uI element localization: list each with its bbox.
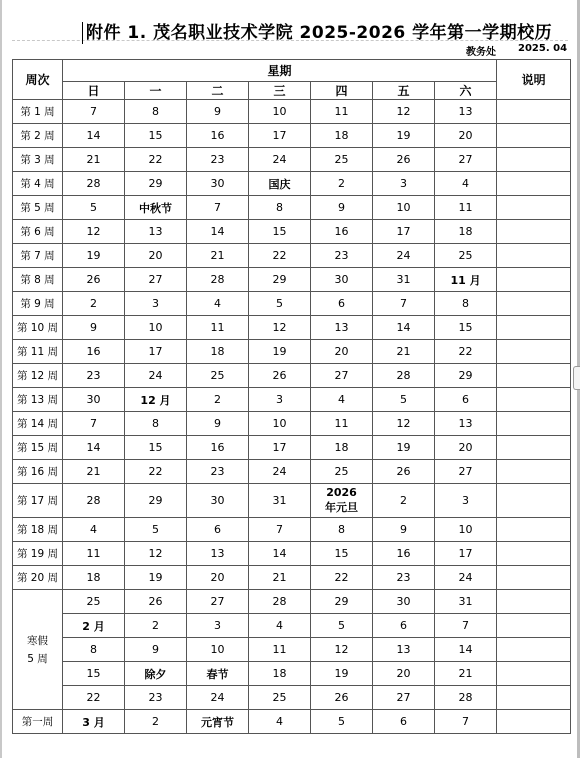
title-area xyxy=(0,8,580,43)
date-cell: 11 xyxy=(63,542,125,566)
date-cell: 31 xyxy=(249,484,311,518)
week-row xyxy=(13,292,571,316)
date-cell: 4 xyxy=(435,172,497,196)
date-cell: 5 xyxy=(373,388,435,412)
date-cell: 14 xyxy=(63,124,125,148)
date-cell: 29 xyxy=(125,484,187,518)
week-row xyxy=(13,364,571,388)
week-row xyxy=(13,340,571,364)
note-cell xyxy=(497,100,571,124)
date-cell: 26 xyxy=(311,686,373,710)
date-cell: 16 xyxy=(311,220,373,244)
date-cell: 24 xyxy=(125,364,187,388)
week-row xyxy=(13,100,571,124)
date-cell: 19 xyxy=(249,340,311,364)
day-header: 一 xyxy=(125,82,187,100)
date-cell: 除夕 xyxy=(125,662,187,686)
day-header: 六 xyxy=(435,82,497,100)
date-cell: 6 xyxy=(373,710,435,734)
calendar-body xyxy=(13,100,571,734)
date-cell: 19 xyxy=(125,566,187,590)
date-cell: 10 xyxy=(125,316,187,340)
date-cell: 22 xyxy=(249,244,311,268)
note-cell xyxy=(497,196,571,220)
day-header-row xyxy=(13,82,571,100)
weekday-group-header: 星期 xyxy=(63,60,497,82)
issuing-department: 教务处 xyxy=(466,47,496,58)
date-cell: 30 xyxy=(63,388,125,412)
day-header: 日 xyxy=(63,82,125,100)
week-label: 第 4 周 xyxy=(13,172,63,196)
date-cell: 8 xyxy=(249,196,311,220)
note-cell xyxy=(497,566,571,590)
date-cell: 28 xyxy=(63,484,125,518)
date-cell: 11 xyxy=(249,638,311,662)
date-cell: 31 xyxy=(373,268,435,292)
date-cell: 29 xyxy=(249,268,311,292)
date-cell: 10 xyxy=(373,196,435,220)
date-cell: 4 xyxy=(249,710,311,734)
date-cell: 25 xyxy=(187,364,249,388)
date-cell: 13 xyxy=(125,220,187,244)
date-cell: 21 xyxy=(187,244,249,268)
date-cell: 27 xyxy=(435,148,497,172)
date-cell: 5 xyxy=(249,292,311,316)
date-cell: 14 xyxy=(63,436,125,460)
note-cell xyxy=(497,364,571,388)
winter-break-row xyxy=(13,662,571,686)
week-label: 第一周 xyxy=(13,710,63,734)
date-cell: 6 xyxy=(311,292,373,316)
date-cell: 16 xyxy=(187,436,249,460)
date-cell: 6 xyxy=(187,518,249,542)
date-cell: 21 xyxy=(63,148,125,172)
date-cell: 7 xyxy=(373,292,435,316)
text-cursor xyxy=(82,22,83,44)
date-cell: 27 xyxy=(125,268,187,292)
week-row xyxy=(13,412,571,436)
winter-break-row xyxy=(13,590,571,614)
date-cell: 中秋节 xyxy=(125,196,187,220)
date-cell: 20 xyxy=(435,124,497,148)
date-cell: 29 xyxy=(125,172,187,196)
date-cell: 7 xyxy=(435,614,497,638)
date-cell: 22 xyxy=(125,148,187,172)
date-cell: 14 xyxy=(373,316,435,340)
date-cell: 国庆 xyxy=(249,172,311,196)
date-cell: 8 xyxy=(125,100,187,124)
note-cell xyxy=(497,124,571,148)
date-cell: 9 xyxy=(373,518,435,542)
date-cell: 23 xyxy=(311,244,373,268)
date-cell: 18 xyxy=(311,436,373,460)
date-cell: 3 xyxy=(373,172,435,196)
date-cell: 14 xyxy=(187,220,249,244)
date-cell: 4 xyxy=(311,388,373,412)
date-cell: 13 xyxy=(311,316,373,340)
date-cell: 3 xyxy=(435,484,497,518)
issue-date: 2025. 04 xyxy=(518,43,568,54)
date-cell: 28 xyxy=(187,268,249,292)
date-cell: 9 xyxy=(187,412,249,436)
date-cell: 25 xyxy=(249,686,311,710)
date-cell: 25 xyxy=(311,460,373,484)
week-row xyxy=(13,484,571,518)
date-cell: 3 xyxy=(249,388,311,412)
date-cell: 8 xyxy=(125,412,187,436)
date-cell: 元宵节 xyxy=(187,710,249,734)
date-cell: 12 xyxy=(311,638,373,662)
date-cell: 25 xyxy=(311,148,373,172)
date-cell: 12 xyxy=(249,316,311,340)
note-cell xyxy=(497,614,571,638)
date-cell: 2026 年元旦 xyxy=(311,484,373,518)
note-cell xyxy=(497,316,571,340)
date-cell: 26 xyxy=(249,364,311,388)
date-cell: 20 xyxy=(187,566,249,590)
date-cell: 19 xyxy=(63,244,125,268)
note-cell xyxy=(497,484,571,518)
week-label: 第 18 周 xyxy=(13,518,63,542)
week-label: 第 8 周 xyxy=(13,268,63,292)
date-cell: 18 xyxy=(311,124,373,148)
week-label: 第 15 周 xyxy=(13,436,63,460)
date-cell: 2 xyxy=(373,484,435,518)
date-cell: 20 xyxy=(373,662,435,686)
date-cell: 17 xyxy=(435,542,497,566)
date-cell: 8 xyxy=(311,518,373,542)
date-cell: 15 xyxy=(125,124,187,148)
date-cell: 4 xyxy=(63,518,125,542)
note-cell xyxy=(497,340,571,364)
page-edge-left xyxy=(0,0,2,758)
winter-break-label: 寒假 5 周 xyxy=(13,590,63,710)
date-cell: 7 xyxy=(63,412,125,436)
week-row xyxy=(13,268,571,292)
date-cell: 16 xyxy=(187,124,249,148)
winter-break-row xyxy=(13,614,571,638)
note-cell xyxy=(497,220,571,244)
week-label: 第 6 周 xyxy=(13,220,63,244)
week-label: 第 3 周 xyxy=(13,148,63,172)
date-cell: 17 xyxy=(249,124,311,148)
date-cell: 20 xyxy=(311,340,373,364)
week-label: 第 19 周 xyxy=(13,542,63,566)
note-cell xyxy=(497,388,571,412)
date-cell: 19 xyxy=(311,662,373,686)
note-cell xyxy=(497,638,571,662)
date-cell: 18 xyxy=(249,662,311,686)
date-cell: 26 xyxy=(373,148,435,172)
date-cell: 5 xyxy=(311,614,373,638)
week-column-header: 周次 xyxy=(13,60,63,100)
date-cell: 12 月 xyxy=(125,388,187,412)
date-cell: 18 xyxy=(435,220,497,244)
week-label: 第 14 周 xyxy=(13,412,63,436)
date-cell: 26 xyxy=(63,268,125,292)
date-cell: 27 xyxy=(373,686,435,710)
date-cell: 19 xyxy=(373,124,435,148)
week-label: 第 5 周 xyxy=(13,196,63,220)
date-cell: 3 xyxy=(125,292,187,316)
date-cell: 27 xyxy=(311,364,373,388)
date-cell: 8 xyxy=(63,638,125,662)
week-row xyxy=(13,148,571,172)
date-cell: 27 xyxy=(187,590,249,614)
date-cell: 5 xyxy=(311,710,373,734)
date-cell: 2 xyxy=(125,614,187,638)
date-cell: 15 xyxy=(311,542,373,566)
winter-break-row xyxy=(13,686,571,710)
date-cell: 12 xyxy=(373,100,435,124)
week-label: 第 16 周 xyxy=(13,460,63,484)
note-cell xyxy=(497,292,571,316)
week-row xyxy=(13,196,571,220)
date-cell: 3 月 xyxy=(63,710,125,734)
date-cell: 7 xyxy=(187,196,249,220)
note-cell xyxy=(497,542,571,566)
week-row xyxy=(13,220,571,244)
date-cell: 23 xyxy=(187,460,249,484)
winter-break-row xyxy=(13,638,571,662)
date-cell: 2 xyxy=(125,710,187,734)
date-cell: 26 xyxy=(373,460,435,484)
date-cell: 15 xyxy=(435,316,497,340)
week-row xyxy=(13,316,571,340)
notes-column-header: 说明 xyxy=(497,60,571,100)
date-cell: 30 xyxy=(311,268,373,292)
week-label: 第 17 周 xyxy=(13,484,63,518)
week-label: 第 7 周 xyxy=(13,244,63,268)
week-row xyxy=(13,172,571,196)
date-cell: 22 xyxy=(435,340,497,364)
date-cell: 12 xyxy=(125,542,187,566)
date-cell: 9 xyxy=(125,638,187,662)
date-cell: 17 xyxy=(125,340,187,364)
date-cell: 29 xyxy=(311,590,373,614)
date-cell: 11 xyxy=(435,196,497,220)
date-cell: 13 xyxy=(373,638,435,662)
date-cell: 29 xyxy=(435,364,497,388)
week-label: 第 13 周 xyxy=(13,388,63,412)
date-cell: 10 xyxy=(187,638,249,662)
date-cell: 25 xyxy=(63,590,125,614)
note-cell xyxy=(497,436,571,460)
date-cell: 23 xyxy=(125,686,187,710)
date-cell: 30 xyxy=(187,172,249,196)
date-cell: 24 xyxy=(249,148,311,172)
date-cell: 23 xyxy=(373,566,435,590)
date-cell: 春节 xyxy=(187,662,249,686)
date-cell: 26 xyxy=(125,590,187,614)
day-header: 三 xyxy=(249,82,311,100)
week-label: 第 1 周 xyxy=(13,100,63,124)
date-cell: 2 xyxy=(187,388,249,412)
date-cell: 10 xyxy=(249,100,311,124)
date-cell: 14 xyxy=(435,638,497,662)
week-row xyxy=(13,244,571,268)
scroll-handle[interactable] xyxy=(573,366,580,390)
week-label: 第 20 周 xyxy=(13,566,63,590)
week-row xyxy=(13,460,571,484)
date-cell: 21 xyxy=(373,340,435,364)
date-cell: 21 xyxy=(435,662,497,686)
note-cell xyxy=(497,710,571,734)
note-cell xyxy=(497,662,571,686)
date-cell: 10 xyxy=(435,518,497,542)
week-row xyxy=(13,388,571,412)
date-cell: 27 xyxy=(435,460,497,484)
note-cell xyxy=(497,518,571,542)
week-label: 第 11 周 xyxy=(13,340,63,364)
date-cell: 21 xyxy=(63,460,125,484)
date-cell: 22 xyxy=(125,460,187,484)
note-cell xyxy=(497,590,571,614)
date-cell: 22 xyxy=(311,566,373,590)
week-label: 第 9 周 xyxy=(13,292,63,316)
date-cell: 13 xyxy=(435,100,497,124)
date-cell: 5 xyxy=(63,196,125,220)
date-cell: 10 xyxy=(249,412,311,436)
date-cell: 17 xyxy=(373,220,435,244)
document-title[interactable]: 附件 1. 茂名职业技术学院 2025-2026 学年第一学期校历 xyxy=(86,23,553,43)
note-cell xyxy=(497,148,571,172)
day-header: 四 xyxy=(311,82,373,100)
date-cell: 24 xyxy=(187,686,249,710)
date-cell: 11 xyxy=(311,100,373,124)
date-cell: 28 xyxy=(373,364,435,388)
week-label: 第 10 周 xyxy=(13,316,63,340)
date-cell: 28 xyxy=(63,172,125,196)
date-cell: 13 xyxy=(187,542,249,566)
note-cell xyxy=(497,460,571,484)
date-cell: 12 xyxy=(373,412,435,436)
date-cell: 24 xyxy=(435,566,497,590)
date-cell: 23 xyxy=(187,148,249,172)
date-cell: 31 xyxy=(435,590,497,614)
date-cell: 23 xyxy=(63,364,125,388)
date-cell: 24 xyxy=(373,244,435,268)
day-header: 二 xyxy=(187,82,249,100)
date-cell: 20 xyxy=(125,244,187,268)
date-cell: 2 xyxy=(311,172,373,196)
note-cell xyxy=(497,412,571,436)
date-cell: 4 xyxy=(249,614,311,638)
note-cell xyxy=(497,244,571,268)
date-cell: 14 xyxy=(249,542,311,566)
date-cell: 9 xyxy=(63,316,125,340)
date-cell: 6 xyxy=(435,388,497,412)
date-cell: 15 xyxy=(249,220,311,244)
date-cell: 7 xyxy=(435,710,497,734)
date-cell: 2 月 xyxy=(63,614,125,638)
date-cell: 4 xyxy=(187,292,249,316)
date-cell: 17 xyxy=(249,436,311,460)
date-cell: 25 xyxy=(435,244,497,268)
date-cell: 13 xyxy=(435,412,497,436)
date-cell: 9 xyxy=(311,196,373,220)
day-header: 五 xyxy=(373,82,435,100)
date-cell: 28 xyxy=(249,590,311,614)
date-cell: 21 xyxy=(249,566,311,590)
week-row xyxy=(13,542,571,566)
date-cell: 16 xyxy=(373,542,435,566)
date-cell: 5 xyxy=(125,518,187,542)
week-row xyxy=(13,518,571,542)
week-label: 第 12 周 xyxy=(13,364,63,388)
date-cell: 18 xyxy=(63,566,125,590)
week-row xyxy=(13,710,571,734)
date-cell: 20 xyxy=(435,436,497,460)
note-cell xyxy=(497,686,571,710)
note-cell xyxy=(497,172,571,196)
date-cell: 2 xyxy=(63,292,125,316)
date-cell: 24 xyxy=(249,460,311,484)
date-cell: 18 xyxy=(187,340,249,364)
week-label: 第 2 周 xyxy=(13,124,63,148)
date-cell: 6 xyxy=(373,614,435,638)
date-cell: 8 xyxy=(435,292,497,316)
week-row xyxy=(13,436,571,460)
week-row xyxy=(13,124,571,148)
date-cell: 11 xyxy=(311,412,373,436)
date-cell: 7 xyxy=(249,518,311,542)
date-cell: 9 xyxy=(187,100,249,124)
date-cell: 30 xyxy=(373,590,435,614)
week-row xyxy=(13,566,571,590)
date-cell: 11 xyxy=(187,316,249,340)
school-calendar-table xyxy=(12,59,571,734)
note-cell xyxy=(497,268,571,292)
date-cell: 16 xyxy=(63,340,125,364)
date-cell: 15 xyxy=(63,662,125,686)
date-cell: 3 xyxy=(187,614,249,638)
date-cell: 30 xyxy=(187,484,249,518)
date-cell: 22 xyxy=(63,686,125,710)
date-cell: 12 xyxy=(63,220,125,244)
date-cell: 15 xyxy=(125,436,187,460)
date-cell: 28 xyxy=(435,686,497,710)
date-cell: 7 xyxy=(63,100,125,124)
date-cell: 11 月 xyxy=(435,268,497,292)
date-cell: 19 xyxy=(373,436,435,460)
